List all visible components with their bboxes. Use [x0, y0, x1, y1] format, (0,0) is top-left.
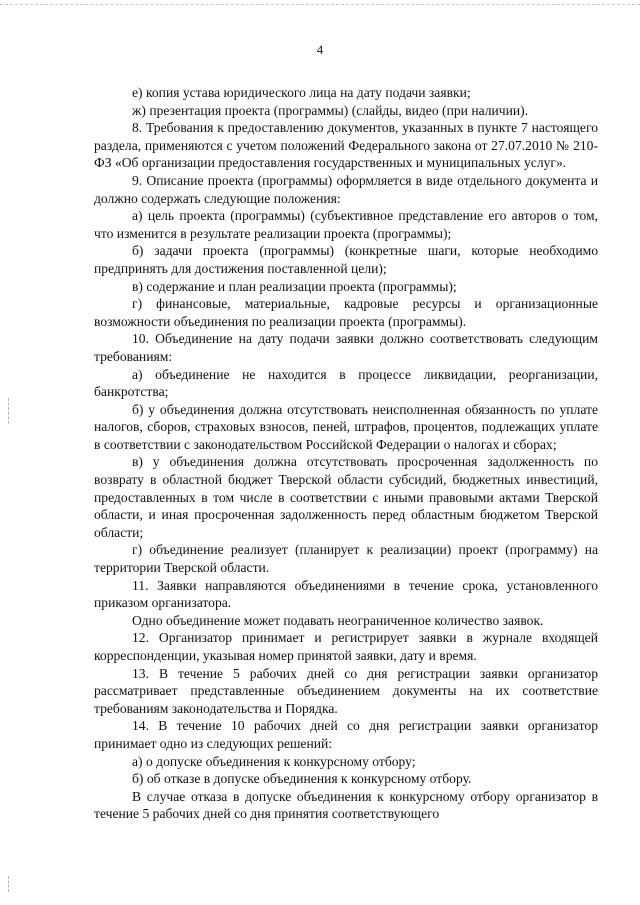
paragraph-12: 12. Организатор принимает и регистрирует заявки в журнале входящей корреспонденции, указывая номер принятой заявки, дату и время.: [94, 630, 598, 663]
paragraph-14: 14. В течение 10 рабочих дней со дня регистрации заявки организатор принимает одно из следующих решений:: [94, 718, 598, 751]
paragraph-9: 9. Описание проекта (программы) оформляется в виде отдельного документа и должно содержать следующие положения:: [94, 172, 598, 206]
paragraph-10-a: а) объединение не находится в процессе ликвидации, реорганизации, банкротства;: [94, 366, 598, 400]
paragraph-10-g: г) объединение реализует (планирует к реализации) проект (программу) на территории Тверской области.: [94, 542, 598, 576]
paragraph-10-v: в) у объединения должна отсутствовать просроченная задолженность по возврату в областной бюджет Тверской области субсидий, бюджетных инвестиций, предоставленных в том числе в соответствии с иными правовыми актами Тверской области, и иная просроченная задолженность перед областным бюджетом Тверской области;: [94, 454, 598, 540]
paragraph-item-e: е) копия устава юридического лица на дату подачи заявки;: [132, 85, 471, 100]
paragraph-13: 13. В течение 5 рабочих дней со дня регистрации заявки организатор рассматривает представленные объединением документы на их соответствие требованиям законодательства и Порядка.: [94, 665, 598, 716]
paragraph-9-b: б) задачи проекта (программы) (конкретные шаги, которые необходимо предпринять для достижения поставленной цели);: [94, 243, 598, 276]
paragraph-9-a: а) цель проекта (программы) (субъективное представление его авторов о том, что изменится в результате реализации проекта (программы);: [94, 208, 598, 241]
paragraph-11-note: Одно объединение может подавать неограниченное количество заявок.: [132, 612, 544, 628]
paragraph-8: 8. Требования к предоставлению документов, указанных в пункте 7 настоящего раздела, применяются с учетом положений Федерального закона от 27.07.2010 № 210-ФЗ «Об организации предоставления государственных и муниципальных услуг».: [94, 120, 598, 171]
paragraph-refusal: В случае отказа в допуске объединения к конкурсному отбору организатор в течение 5 рабочих дней со дня принятия соответствующего: [94, 788, 598, 822]
paragraph-10-b: б) у объединения должна отсутствовать неисполненная обязанность по уплате налогов, сборов, страховых взносов, пеней, штрафов, процентов, подлежащих уплате в соответствии с законодательством Российской Федерации о налогах и сборах;: [94, 401, 598, 452]
page-number: 4: [316, 42, 324, 57]
paragraph-10: 10. Объединение на дату подачи заявки должно соответствовать следующим требованиям:: [94, 331, 598, 364]
paragraph-11: 11. Заявки направляются объединениями в течение срока, установленного приказом организатора.: [94, 577, 598, 611]
paragraph-9-g: г) финансовые, материальные, кадровые ресурсы и организационные возможности объединения по реализации проекта (программы).: [94, 296, 598, 329]
paragraph-9-v: в) содержание и план реализации проекта (программы);: [132, 278, 457, 294]
scan-top-edge: [0, 4, 640, 6]
paragraph-14-b: б) об отказе в допуске объединения к конкурсному отбору.: [132, 771, 472, 787]
scan-margin-mark: [8, 398, 10, 424]
scan-margin-mark: [8, 876, 10, 892]
paragraph-item-zh: ж) презентация проекта (программы) (слайды, видео (при наличии).: [132, 102, 529, 118]
document-body: [94, 84, 598, 823]
paragraph-14-a: а) о допуске объединения к конкурсному отбору;: [132, 753, 416, 769]
